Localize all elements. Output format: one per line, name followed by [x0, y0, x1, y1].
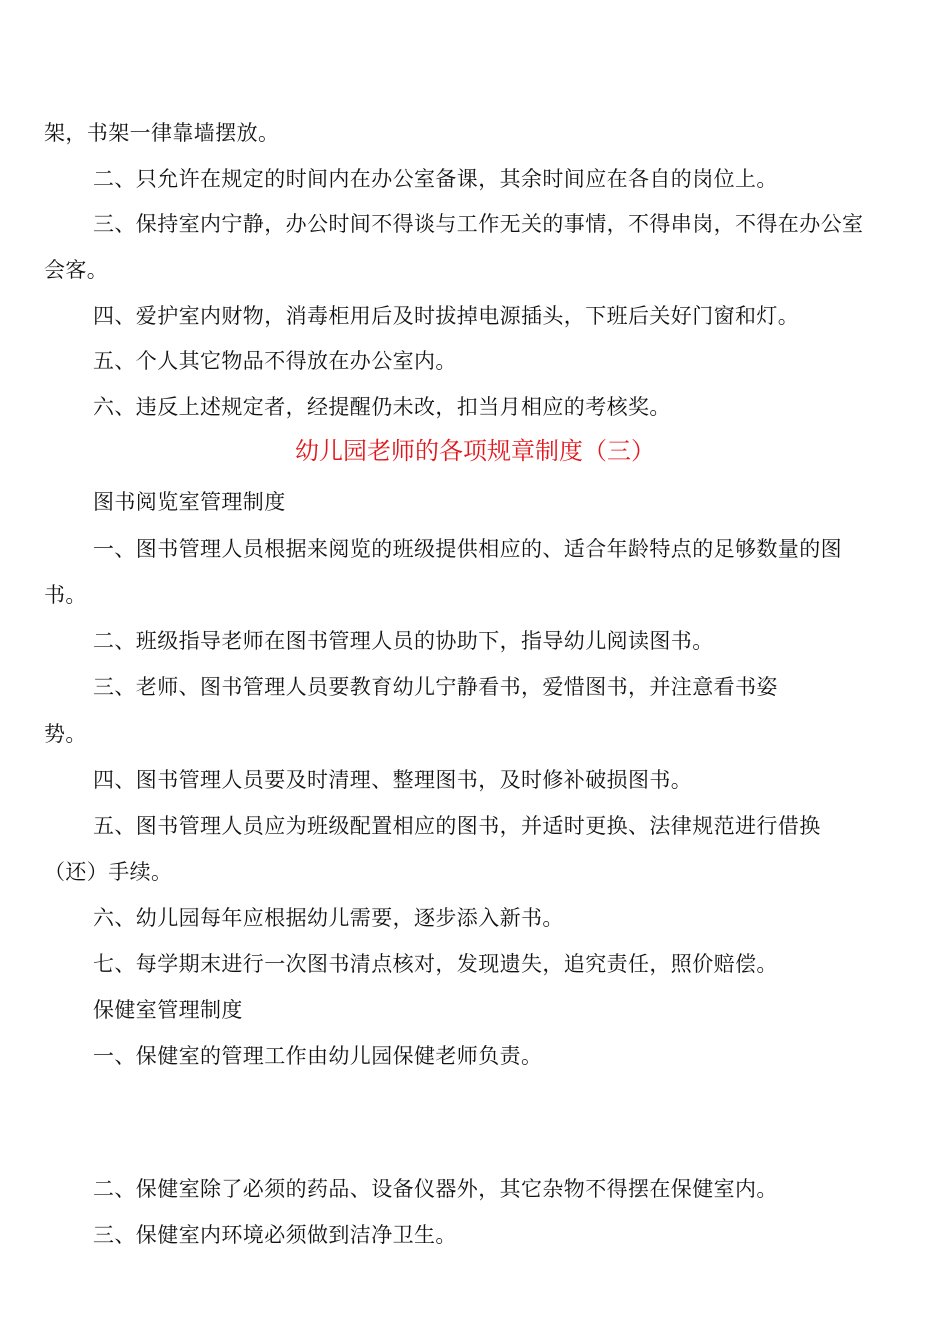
- section-heading: 保健室管理制度: [93, 998, 243, 1022]
- paragraph-line: 一、保健室的管理工作由幼儿园保健老师负责。: [93, 1044, 543, 1068]
- paragraph-line: （还）手续。: [44, 860, 173, 884]
- paragraph-line: 七、每学期末进行一次图书清点核对，发现遗失，追究责任，照价赔偿。: [93, 952, 778, 976]
- paragraph-line: 势。: [44, 722, 87, 746]
- paragraph-line: 四、图书管理人员要及时清理、整理图书，及时修补破损图书。: [93, 768, 693, 792]
- section-title: 幼儿园老师的各项规章制度（三）: [295, 437, 655, 465]
- paragraph-line: 四、爱护室内财物，消毒柜用后及时拔掉电源插头，下班后关好门窗和灯。: [93, 304, 800, 328]
- paragraph-line: 五、个人其它物品不得放在办公室内。: [93, 349, 457, 373]
- paragraph-line: 三、老师、图书管理人员要教育幼儿宁静看书，爱惜图书，并注意看书姿: [93, 675, 778, 699]
- paragraph-line: 六、幼儿园每年应根据幼儿需要，逐步添入新书。: [93, 906, 564, 930]
- paragraph-line: 二、只允许在规定的时间内在办公室备课，其余时间应在各自的岗位上。: [93, 167, 778, 191]
- paragraph-line: 三、保健室内环境必须做到洁净卫生。: [93, 1223, 457, 1247]
- paragraph-line: 架，书架一律靠墙摆放。: [44, 121, 280, 145]
- paragraph-line: 一、图书管理人员根据来阅览的班级提供相应的、适合年龄特点的足够数量的图: [93, 537, 842, 561]
- paragraph-line: 六、违反上述规定者，经提醒仍未改，扣当月相应的考核奖。: [93, 395, 671, 419]
- paragraph-line: 书。: [44, 583, 87, 607]
- section-heading: 图书阅览室管理制度: [93, 490, 286, 514]
- paragraph-line: 五、图书管理人员应为班级配置相应的图书，并适时更换、法律规范进行借换: [93, 814, 821, 838]
- paragraph-line: 三、保持室内宁静，办公时间不得谈与工作无关的事情，不得串岗，不得在办公室: [93, 212, 864, 236]
- paragraph-line: 二、保健室除了必须的药品、设备仪器外，其它杂物不得摆在保健室内。: [93, 1177, 778, 1201]
- paragraph-line: 二、班级指导老师在图书管理人员的协助下，指导幼儿阅读图书。: [93, 629, 714, 653]
- paragraph-line: 会客。: [44, 258, 109, 282]
